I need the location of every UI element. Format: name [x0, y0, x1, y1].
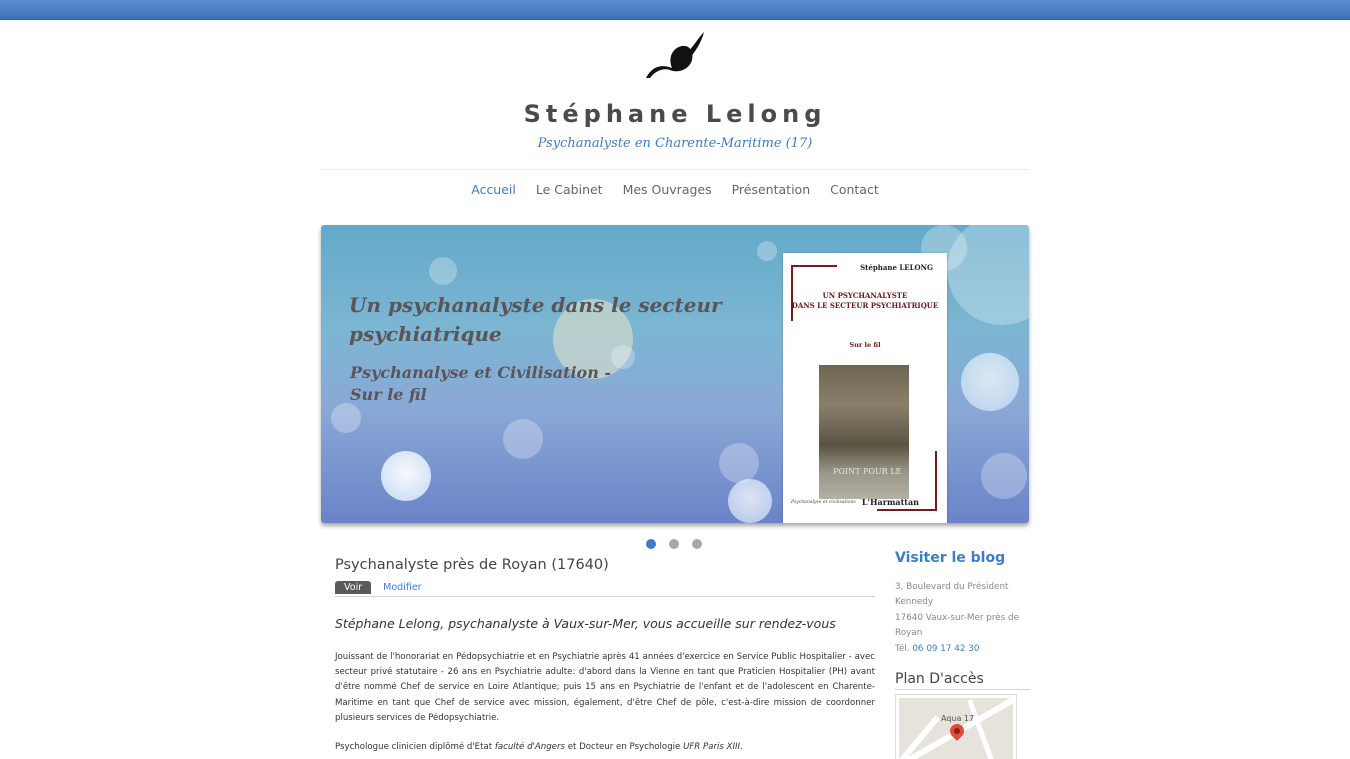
book-title-line: DANS LE SECTEUR PSYCHIATRIQUE — [791, 301, 939, 310]
book-subtitle: Sur le fil — [849, 341, 881, 349]
address-line: Royan — [895, 628, 923, 639]
header-divider — [321, 169, 1029, 170]
nav-item-accueil[interactable]: Accueil — [471, 182, 516, 197]
slide-subtitle-line: Psychanalyse et Civilisation - — [350, 363, 612, 382]
page-title: Psychanalyste près de Royan (17640) — [335, 557, 609, 573]
nav-item-presentation[interactable]: Présentation — [731, 182, 811, 197]
map-heading: Plan D'accès — [895, 671, 1030, 690]
site-title[interactable]: Stéphane Lelong — [523, 100, 827, 128]
book-collection: Psychanalyse et civilisations — [791, 500, 856, 505]
tab-modifier[interactable]: Modifier — [383, 582, 422, 593]
bokeh-bubble — [757, 241, 777, 261]
main-content — [335, 555, 875, 755]
book-title-line: UN PSYCHANALYSTE — [822, 291, 908, 300]
cover-photo — [819, 365, 909, 499]
slider-dot[interactable] — [692, 539, 702, 549]
slide-subtitle — [350, 362, 650, 406]
slider-dot[interactable] — [669, 539, 679, 549]
address-line: 3, Boulevard du Président — [895, 582, 1009, 592]
bokeh-bubble — [381, 451, 431, 501]
hero-slider[interactable] — [321, 225, 1029, 523]
bio-paragraph: Jouissant de l'honorariat en Pédopsychiatrie et en Psychiatrie après 41 années d'exercice en Service Public Hospitalier - avec secteur privé statutaire - 26 ans en Psychiatrie adulte: d'abord dans la Vienne en tant que Praticien Hospitalier (PH) avant d'être nommé Chef de service en Loire Atlantique; puis 15 ans en Psychiatrie de l'enfant et de l'adolescent en Charente-Maritime en tant que Chef de service avec mission, également, d'être Chef de pôle, c'est-à-dire mission de coordonner plusieurs services de Pédopsychiatrie. — [335, 652, 875, 723]
nav-item-le-cabinet[interactable]: Le Cabinet — [535, 182, 603, 197]
lead-text: Stéphane Lelong, psychanalyste à Vaux-sur-Mer, vous accueille sur rendez-vous — [335, 616, 836, 631]
slide-subtitle-line: Sur le fil — [350, 385, 427, 404]
tab-voir[interactable]: Voir — [335, 581, 371, 594]
address-block — [895, 580, 1030, 657]
bokeh-bubble — [728, 479, 772, 523]
credentials-emphasis: faculté d'Angers — [494, 742, 565, 753]
map-place-label: Aqua 17 — [941, 714, 975, 724]
bokeh-bubble — [331, 403, 361, 433]
credentials-emphasis: UFR Paris XIII — [683, 742, 741, 753]
cover-photo-text: POINT POUR LE — [833, 467, 902, 476]
site-subtitle: Psychanalyste en Charente-Maritime (17) — [537, 136, 813, 151]
book-author: Stéphane LELONG — [860, 263, 933, 272]
slider-dot[interactable] — [646, 539, 656, 549]
bokeh-bubble — [981, 453, 1027, 499]
blog-link[interactable]: Visiter le blog — [895, 550, 1006, 566]
main-nav — [0, 182, 1350, 197]
phone-link[interactable]: 06 09 17 42 30 — [912, 643, 980, 654]
credentials-text: et Docteur en Psychologie — [564, 742, 684, 753]
bokeh-bubble — [719, 443, 759, 483]
bokeh-bubble — [961, 353, 1019, 411]
sidebar — [895, 550, 1030, 759]
book-cover[interactable] — [783, 253, 947, 523]
slide-title: Un psychanalyste dans le secteur psychiatrique — [349, 293, 722, 346]
book-title — [783, 291, 947, 311]
site-logo[interactable] — [642, 30, 708, 82]
phone-label: Tél. — [895, 643, 913, 654]
address-line: 17640 Vaux-sur-Mer près de — [895, 612, 1020, 623]
slider-pager — [646, 534, 715, 553]
credentials-text: Psychologue clinicien diplômé d'Etat — [335, 742, 495, 753]
bokeh-bubble — [503, 419, 543, 459]
map-canvas[interactable] — [899, 698, 1013, 759]
credentials-text: . — [740, 742, 743, 753]
phone-line — [895, 642, 1030, 657]
nav-item-mes-ouvrages[interactable]: Mes Ouvrages — [622, 182, 712, 197]
address-line: Kennedy — [895, 597, 934, 608]
book-publisher: L'Harmattan — [861, 497, 919, 507]
credentials-paragraph — [335, 740, 875, 755]
nav-item-contact[interactable]: Contact — [830, 182, 879, 197]
top-bar — [0, 0, 1350, 20]
access-map[interactable] — [895, 694, 1017, 759]
content-tabs — [335, 581, 875, 597]
bokeh-bubble — [429, 257, 457, 285]
